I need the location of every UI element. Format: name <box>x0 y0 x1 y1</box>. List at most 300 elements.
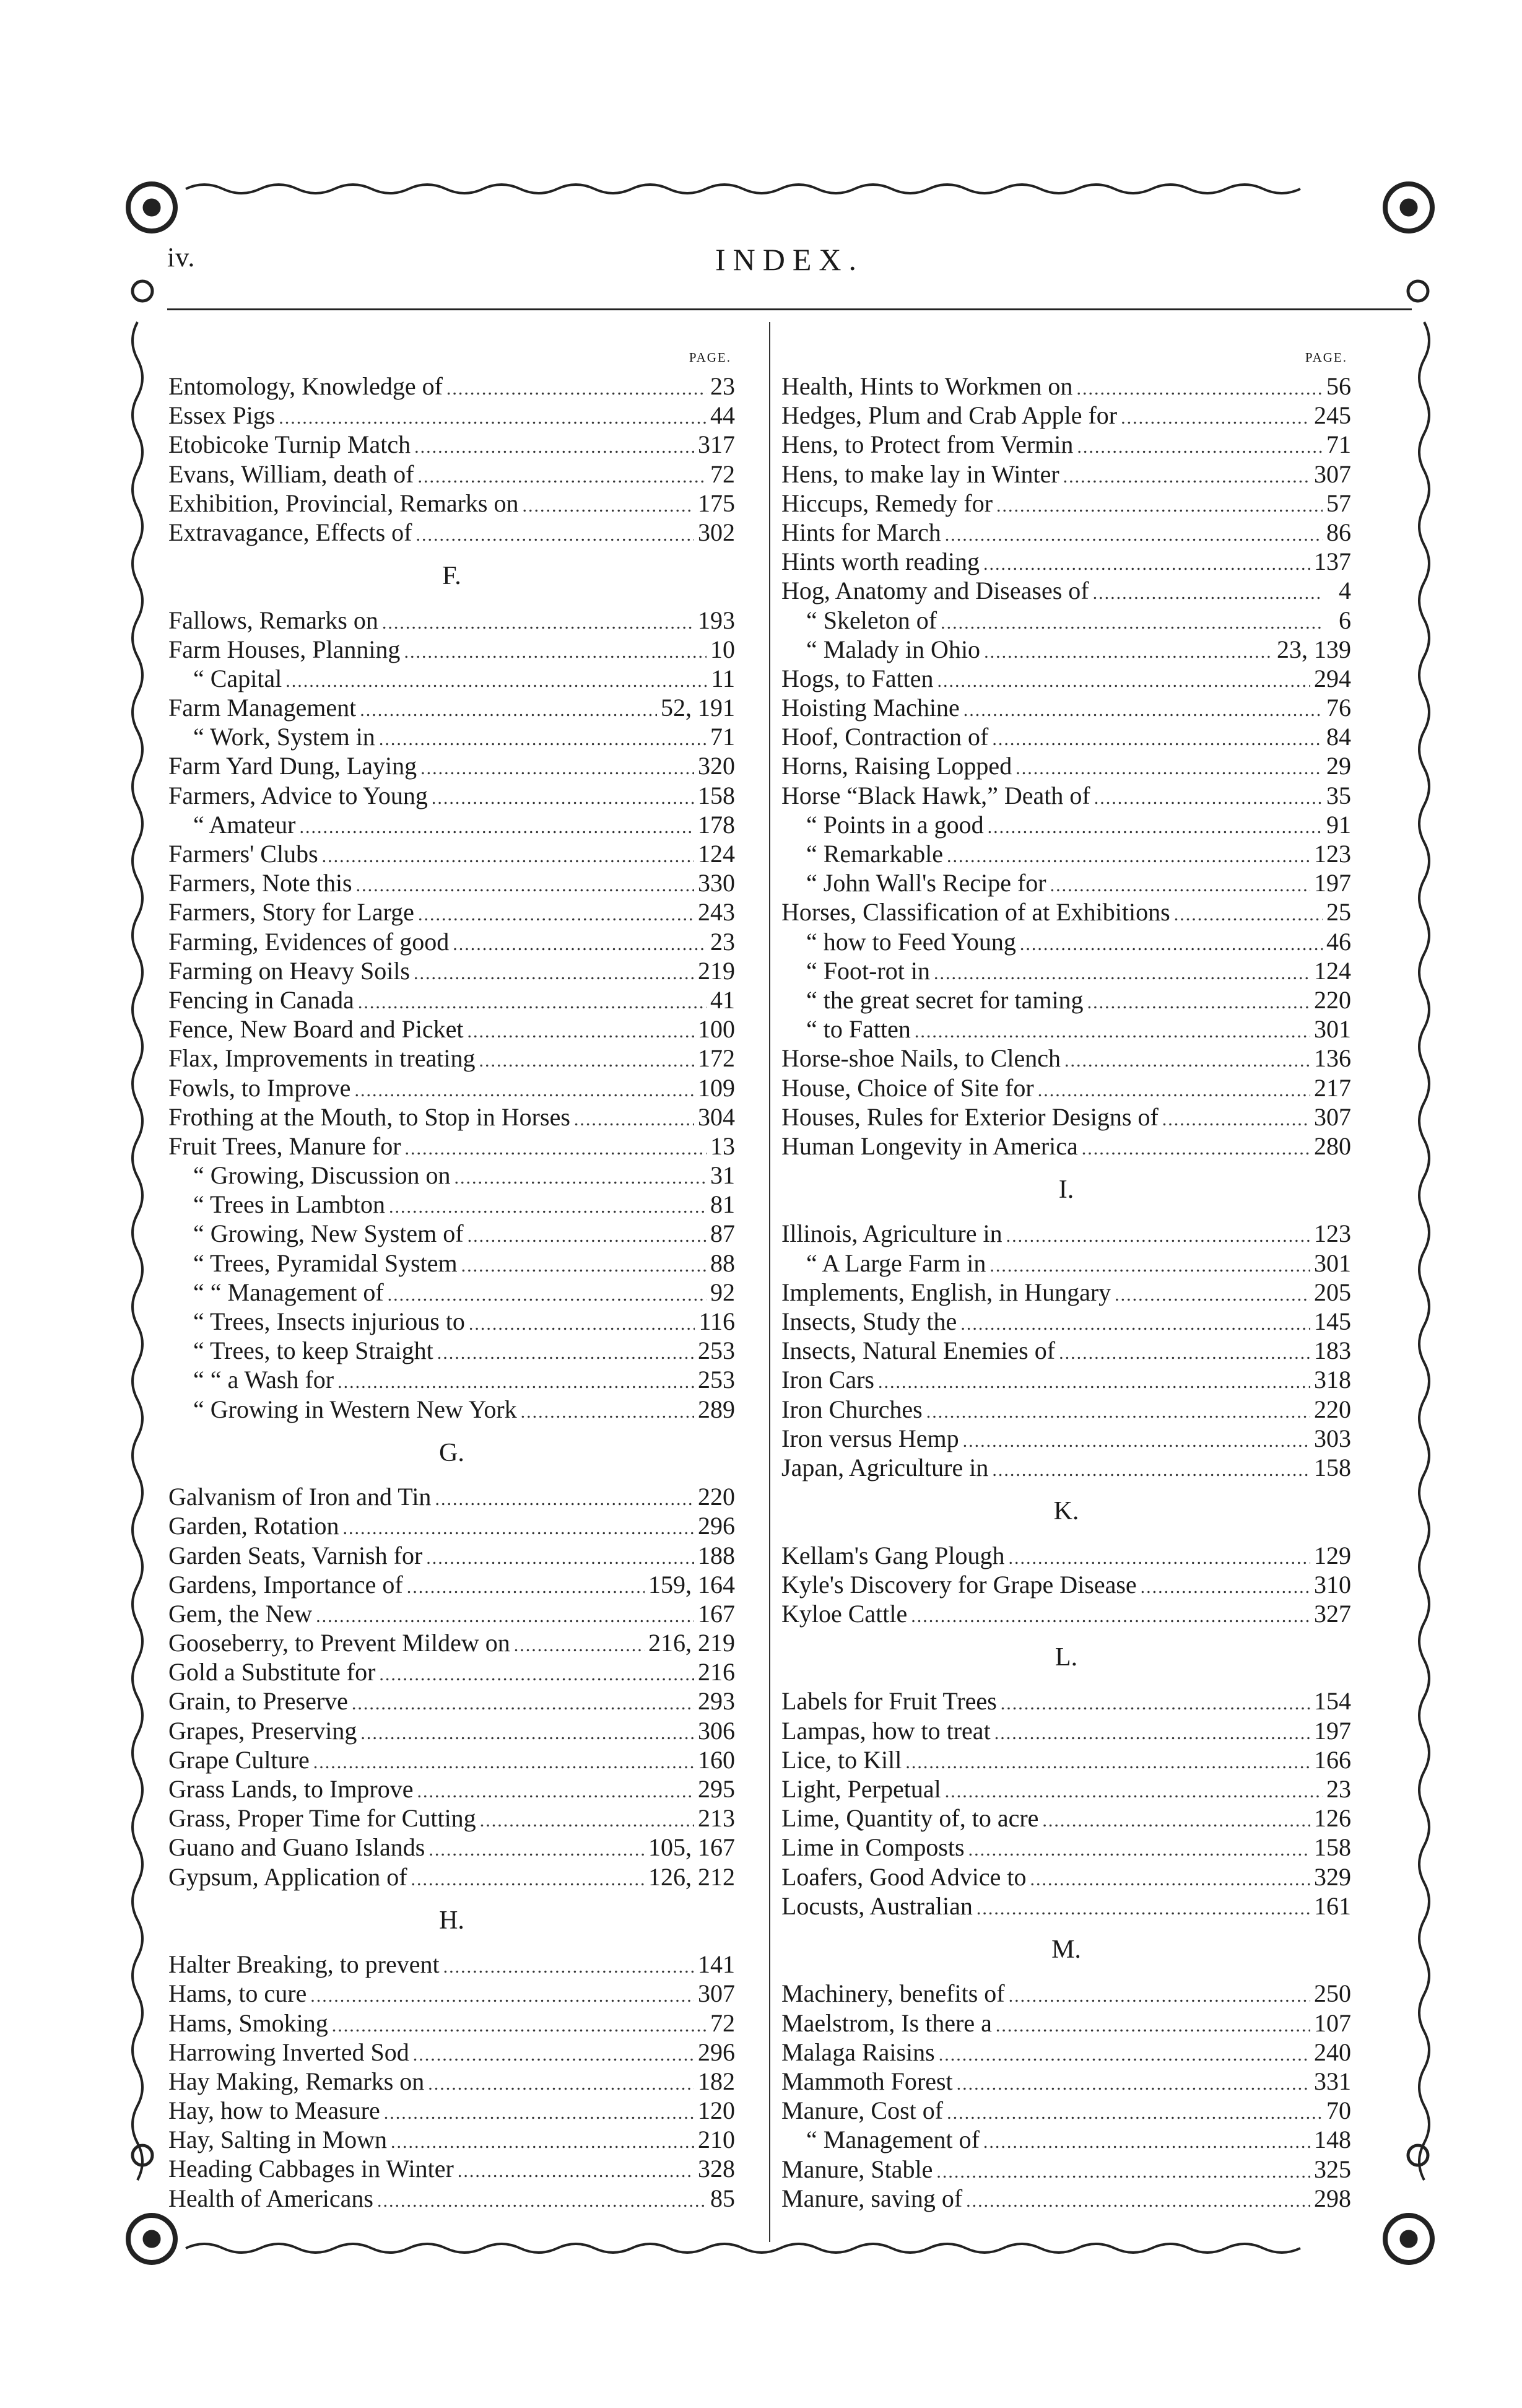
index-entry <box>168 2125 735 2154</box>
dot-leader <box>947 2098 1323 2125</box>
entry-page-number: 109 <box>698 1073 735 1102</box>
entry-page-number: 35 <box>1326 781 1351 809</box>
entry-text: Horse “Black Hawk,” Death of <box>781 781 1090 809</box>
entry-text: Hens, to make lay in Winter <box>781 460 1059 488</box>
entry-page-number: 52, 191 <box>661 694 735 722</box>
index-entry <box>781 1891 1351 1921</box>
entry-text: Frothing at the Mouth, to Stop in Horses <box>168 1102 570 1131</box>
entry-page-number: 123 <box>1314 1219 1351 1248</box>
entry-text: Lampas, how to treat <box>781 1716 991 1745</box>
entry-page-number: 327 <box>1314 1599 1351 1628</box>
index-entry <box>781 1774 1351 1804</box>
index-entry <box>168 2038 735 2067</box>
entry-page-number: 167 <box>698 1599 735 1628</box>
dot-leader <box>989 1251 1310 1278</box>
entry-page-number: 23 <box>710 927 735 956</box>
entry-text: “ Management of <box>806 2126 980 2154</box>
index-entry <box>781 1219 1351 1248</box>
entry-text: Locusts, Australian <box>781 1891 973 1920</box>
entry-text: “ A Large Farm in <box>806 1249 986 1277</box>
dot-leader <box>521 1397 694 1424</box>
index-entry <box>781 1044 1351 1073</box>
entry-text: Gem, the New <box>168 1599 313 1628</box>
index-entry <box>781 430 1351 459</box>
entry-page-number: 11 <box>711 664 735 692</box>
entry-text: Hay, how to Measure <box>168 2096 380 2125</box>
index-entry <box>781 956 1351 985</box>
index-entry <box>781 1716 1351 1745</box>
entry-page-number: 126 <box>1314 1804 1351 1833</box>
dot-leader <box>1094 783 1323 810</box>
dot-leader <box>343 1514 695 1540</box>
index-entry <box>168 1745 735 1774</box>
entry-text: Gardens, Importance of <box>168 1570 403 1599</box>
index-entry <box>781 489 1351 518</box>
entry-page-number: 293 <box>698 1687 735 1716</box>
entry-page-number: 296 <box>698 2038 735 2066</box>
dot-leader <box>939 2040 1310 2067</box>
entry-page-number: 154 <box>1314 1687 1351 1716</box>
entry-page-number: 13 <box>710 1132 735 1160</box>
entry-text: Loafers, Good Advice to <box>781 1862 1027 1891</box>
entry-text: Heading Cabbages in Winter <box>168 2155 454 2183</box>
entry-page-number: 253 <box>698 1366 735 1394</box>
dot-leader <box>352 1689 694 1716</box>
entry-text: Fowls, to Improve <box>168 1073 351 1102</box>
index-entry <box>781 635 1351 664</box>
entry-text: Houses, Rules for Exterior Designs of <box>781 1102 1159 1131</box>
dot-leader <box>984 637 1273 664</box>
entry-text: Farmers' Clubs <box>168 840 318 868</box>
entry-page-number: 219 <box>698 956 735 985</box>
dot-leader <box>360 696 657 722</box>
entry-page-number: 178 <box>698 810 735 839</box>
index-entry <box>168 868 735 897</box>
dot-leader <box>911 1602 1310 1628</box>
dot-leader <box>356 871 694 897</box>
entry-page-number: 158 <box>698 781 735 809</box>
entry-text: Kyle's Discovery for Grape Disease <box>781 1570 1137 1599</box>
entry-text: Garden, Rotation <box>168 1512 339 1540</box>
entry-page-number: 304 <box>698 1102 735 1131</box>
index-entry <box>781 927 1351 956</box>
dot-leader <box>285 666 707 693</box>
dot-leader <box>354 1076 694 1102</box>
entry-page-number: 325 <box>1314 2155 1351 2183</box>
dot-leader <box>426 1543 694 1570</box>
dot-leader <box>418 900 694 927</box>
dot-leader <box>405 1134 707 1161</box>
dot-leader <box>968 1835 1310 1862</box>
entry-page-number: 105, 167 <box>648 1833 735 1862</box>
entry-page-number: 197 <box>1314 1716 1351 1745</box>
entry-page-number: 76 <box>1326 694 1351 722</box>
entry-text: Gooseberry, to Prevent Mildew on <box>168 1629 510 1657</box>
index-entry <box>781 1833 1351 1862</box>
entry-page-number: 23 <box>710 372 735 400</box>
entry-text: Hoof, Contraction of <box>781 723 989 751</box>
entry-text: Mammoth Forest <box>781 2067 953 2095</box>
dot-leader <box>316 1602 694 1628</box>
entry-text: Exhibition, Provincial, Remarks on <box>168 489 519 517</box>
entry-text: “ Trees, to keep Straight <box>193 1337 433 1365</box>
entry-page-number: 172 <box>698 1044 735 1073</box>
dot-leader <box>388 1280 707 1307</box>
entry-page-number: 31 <box>710 1161 735 1190</box>
dot-leader <box>358 988 707 1014</box>
entry-text: “ Growing, Discussion on <box>193 1161 451 1190</box>
entry-text: Horse-shoe Nails, to Clench <box>781 1044 1061 1073</box>
entry-text: Health, Hints to Workmen on <box>781 372 1073 400</box>
entry-text: Manure, saving of <box>781 2184 963 2212</box>
dot-leader <box>963 1426 1310 1453</box>
index-entry <box>168 2096 735 2125</box>
index-entry <box>781 2096 1351 2125</box>
index-entry <box>781 1570 1351 1599</box>
index-entry <box>168 1541 735 1570</box>
entry-page-number: 220 <box>698 1483 735 1511</box>
index-entry <box>781 693 1351 722</box>
entry-page-number: 328 <box>698 2155 735 2183</box>
dot-leader <box>945 520 1323 547</box>
entry-page-number: 280 <box>1314 1132 1351 1160</box>
entry-page-number: 182 <box>698 2067 735 2095</box>
index-entry <box>168 2067 735 2096</box>
entry-page-number: 302 <box>698 518 735 546</box>
dot-leader <box>313 1748 694 1774</box>
index-entry <box>168 1804 735 1833</box>
dot-leader <box>574 1105 694 1132</box>
entry-text: Farming, Evidences of good <box>168 927 450 956</box>
entry-text: Farmers, Advice to Young <box>168 781 428 809</box>
index-entry <box>168 1336 735 1365</box>
index-entry <box>781 2184 1351 2213</box>
entry-page-number: 166 <box>1314 1745 1351 1774</box>
entry-text: Entomology, Knowledge of <box>168 372 443 400</box>
index-entry <box>781 1014 1351 1044</box>
dot-leader <box>404 637 707 664</box>
index-entry <box>781 897 1351 927</box>
entry-text: Maelstrom, Is there a <box>781 2009 992 2037</box>
index-entry <box>168 1073 735 1102</box>
dot-leader <box>1015 754 1323 780</box>
index-entry <box>781 781 1351 810</box>
dot-leader <box>360 1719 694 1745</box>
entry-text: Grapes, Preserving <box>168 1716 357 1745</box>
entry-page-number: 205 <box>1314 1278 1351 1306</box>
index-entry <box>781 1102 1351 1132</box>
right-column <box>781 344 1351 2213</box>
entry-page-number: 87 <box>710 1219 735 1248</box>
entry-text: Hay Making, Remarks on <box>168 2067 425 2095</box>
entry-text: Fencing in Canada <box>168 985 354 1014</box>
section-letter-heading: K. <box>1053 1497 1079 1526</box>
index-entry <box>168 897 735 927</box>
entry-page-number: 295 <box>698 1775 735 1804</box>
dot-leader <box>1020 930 1323 956</box>
entry-page-number: 137 <box>1314 547 1351 576</box>
entry-text: Iron Churches <box>781 1395 923 1423</box>
index-entry <box>168 1014 735 1044</box>
index-entry <box>168 693 735 722</box>
entry-page-number: 243 <box>698 898 735 927</box>
section-letter-heading: L. <box>1055 1643 1078 1672</box>
entry-text: Japan, Agriculture in <box>781 1453 989 1481</box>
entry-page-number: 250 <box>1314 1979 1351 2008</box>
index-entry <box>168 460 735 489</box>
index-entry <box>781 1745 1351 1774</box>
index-entry <box>781 2038 1351 2067</box>
header-rule <box>167 308 1412 310</box>
entry-text: Illinois, Agriculture in <box>781 1219 1002 1248</box>
entry-page-number: 158 <box>1314 1453 1351 1481</box>
index-entry <box>168 1278 735 1307</box>
page-column-label: PAGE. <box>689 350 731 365</box>
index-entry <box>168 1102 735 1132</box>
dot-leader <box>1087 988 1310 1014</box>
entry-text: Hints worth reading <box>781 547 980 576</box>
entry-page-number: 160 <box>698 1745 735 1774</box>
dot-leader <box>420 754 694 780</box>
dot-leader <box>411 1865 645 1891</box>
dot-leader <box>1141 1573 1310 1599</box>
entry-text: Horns, Raising Lopped <box>781 752 1012 780</box>
index-entry <box>781 722 1351 751</box>
index-entry <box>781 1307 1351 1336</box>
entry-page-number: 183 <box>1314 1337 1351 1365</box>
entry-text: Kyloe Cattle <box>781 1599 908 1628</box>
dot-leader <box>414 432 694 459</box>
entry-page-number: 116 <box>698 1307 735 1336</box>
dot-leader <box>966 2186 1310 2213</box>
entry-text: Iron versus Hemp <box>781 1424 959 1452</box>
entry-page-number: 100 <box>698 1015 735 1044</box>
dot-leader <box>1121 403 1310 430</box>
index-entry <box>781 2009 1351 2038</box>
section-letter-heading: M. <box>1051 1935 1081 1964</box>
entry-text: Grape Culture <box>168 1745 310 1774</box>
index-entry <box>168 1219 735 1248</box>
entry-page-number: 296 <box>698 1512 735 1540</box>
index-entry <box>168 751 735 780</box>
dot-leader <box>926 1397 1310 1424</box>
index-entry <box>781 1249 1351 1278</box>
dot-leader <box>934 959 1310 985</box>
index-entry <box>168 1686 735 1716</box>
entry-page-number: 307 <box>1314 1102 1351 1131</box>
entry-text: Malaga Raisins <box>781 2038 935 2066</box>
index-entry <box>168 518 735 547</box>
section-letter-heading: F. <box>442 562 461 591</box>
entry-page-number: 245 <box>1314 401 1351 430</box>
entry-text: Hiccups, Remedy for <box>781 489 993 517</box>
entry-page-number: 56 <box>1326 372 1351 400</box>
entry-text: Lime in Composts <box>781 1833 965 1862</box>
entry-text: “ Remarkable <box>806 840 943 868</box>
index-entry <box>781 518 1351 547</box>
dot-leader <box>461 1251 707 1278</box>
dot-leader <box>1006 1221 1310 1248</box>
entry-text: Etobicoke Turnip Match <box>168 430 411 459</box>
index-entry <box>168 1307 735 1336</box>
dot-leader <box>332 2011 707 2038</box>
index-entry <box>781 1804 1351 1833</box>
entry-page-number: 129 <box>1314 1541 1351 1569</box>
entry-page-number: 317 <box>698 430 735 459</box>
entry-page-number: 220 <box>1314 1395 1351 1423</box>
entry-text: Horses, Classification of at Exhibitions <box>781 898 1170 927</box>
dot-leader <box>322 842 694 868</box>
dot-leader <box>1093 578 1323 605</box>
entry-text: House, Choice of Site for <box>781 1073 1034 1102</box>
dot-leader <box>994 1719 1310 1745</box>
entry-text: Grain, to Preserve <box>168 1687 348 1716</box>
entry-text: Farm Yard Dung, Laying <box>168 752 417 780</box>
entry-page-number: 70 <box>1326 2096 1351 2125</box>
index-entry <box>781 1365 1351 1394</box>
dot-leader <box>915 1017 1310 1044</box>
section-letter-heading: G. <box>439 1438 464 1467</box>
dot-leader <box>1077 432 1323 459</box>
index-entry <box>781 576 1351 605</box>
column-divider <box>769 322 770 2242</box>
entry-text: Extravagance, Effects of <box>168 518 412 546</box>
entry-page-number: 10 <box>710 635 735 663</box>
entry-page-number: 141 <box>698 1950 735 1979</box>
dot-leader <box>941 608 1323 635</box>
dot-leader <box>417 1777 694 1804</box>
entry-text: “ Trees, Pyramidal System <box>193 1249 458 1277</box>
entry-text: Gold a Substitute for <box>168 1658 376 1686</box>
entry-page-number: 72 <box>710 2009 735 2037</box>
page-column-label: PAGE. <box>1305 350 1347 365</box>
entry-page-number: 91 <box>1326 810 1351 839</box>
entry-page-number: 306 <box>698 1716 735 1745</box>
dot-leader <box>384 2098 694 2125</box>
dot-leader <box>1009 1543 1310 1570</box>
dot-leader <box>391 2127 694 2154</box>
entry-text: “ Skeleton of <box>806 606 937 634</box>
dot-leader <box>407 1573 645 1599</box>
entry-page-number: 4 <box>1339 577 1351 605</box>
dot-leader <box>428 2069 694 2096</box>
index-entry <box>168 1599 735 1628</box>
index-entry <box>781 547 1351 576</box>
dot-leader <box>467 1221 707 1248</box>
entry-page-number: 188 <box>698 1541 735 1569</box>
entry-page-number: 29 <box>1326 752 1351 780</box>
entry-page-number: 329 <box>1314 1862 1351 1891</box>
entry-text: “ “ a Wash for <box>193 1366 334 1394</box>
entry-text: Machinery, benefits of <box>781 1979 1005 2008</box>
entry-text: Lime, Quantity of, to acre <box>781 1804 1039 1833</box>
entry-page-number: 216 <box>698 1658 735 1686</box>
dot-leader <box>1162 1105 1310 1132</box>
dot-leader <box>337 1368 694 1394</box>
index-entry <box>168 1190 735 1219</box>
entry-page-number: 213 <box>698 1804 735 1833</box>
entry-page-number: 124 <box>698 840 735 868</box>
entry-text: Hedges, Plum and Crab Apple for <box>781 401 1118 430</box>
entry-text: Hens, to Protect from Vermin <box>781 430 1074 459</box>
entry-text: Insects, Study the <box>781 1307 957 1336</box>
entry-page-number: 320 <box>698 752 735 780</box>
entry-page-number: 289 <box>698 1395 735 1423</box>
entry-page-number: 307 <box>1314 460 1351 488</box>
index-entry <box>781 1541 1351 1570</box>
entry-text: Manure, Cost of <box>781 2096 944 2125</box>
entry-page-number: 44 <box>710 401 735 430</box>
dot-leader <box>992 725 1323 751</box>
entry-text: Manure, Stable <box>781 2155 933 2183</box>
entry-page-number: 294 <box>1314 664 1351 692</box>
entry-page-number: 107 <box>1314 2009 1351 2037</box>
entry-text: “ to Fatten <box>806 1015 911 1044</box>
index-entry <box>781 1686 1351 1716</box>
entry-text: “ Trees in Lambton <box>193 1190 385 1219</box>
dot-leader <box>432 783 694 810</box>
page-title: INDEX. <box>715 242 864 277</box>
entry-page-number: 92 <box>710 1278 735 1306</box>
dot-leader <box>446 374 707 401</box>
entry-text: Guano and Guano Islands <box>168 1833 425 1862</box>
dot-leader <box>435 1485 694 1511</box>
entry-text: “ the great secret for taming <box>806 985 1084 1014</box>
index-entry <box>168 1950 735 1979</box>
index-entry <box>781 664 1351 693</box>
dot-leader <box>428 1835 645 1862</box>
dot-leader <box>279 403 707 430</box>
index-entry <box>168 664 735 693</box>
index-entry <box>168 1365 735 1394</box>
index-entry <box>168 1628 735 1657</box>
index-entry <box>168 1862 735 1891</box>
entry-page-number: 310 <box>1314 1570 1351 1599</box>
dot-leader <box>1042 1806 1310 1833</box>
index-entry <box>168 1395 735 1424</box>
entry-text: Grass, Proper Time for Cutting <box>168 1804 476 1833</box>
entry-page-number: 158 <box>1314 1833 1351 1862</box>
index-entry <box>781 810 1351 839</box>
entry-page-number: 71 <box>710 723 735 751</box>
entry-page-number: 46 <box>1326 927 1351 956</box>
index-entry <box>168 781 735 810</box>
entry-page-number: 318 <box>1314 1366 1351 1394</box>
dot-leader <box>458 2157 694 2183</box>
dot-leader <box>300 813 695 839</box>
index-entry <box>168 1161 735 1190</box>
entry-page-number: 41 <box>710 985 735 1014</box>
entry-text: “ John Wall's Recipe for <box>806 869 1046 897</box>
entry-text: Insects, Natural Enemies of <box>781 1337 1056 1365</box>
entry-text: Hams, to cure <box>168 1979 307 2008</box>
dot-leader <box>1115 1280 1310 1307</box>
index-entry <box>781 1453 1351 1482</box>
entry-text: Labels for Fruit Trees <box>781 1687 997 1716</box>
dot-leader <box>467 1017 694 1044</box>
entry-text: “ “ Management of <box>193 1278 384 1306</box>
entry-page-number: 298 <box>1314 2184 1351 2212</box>
entry-text: “ Malady in Ohio <box>806 635 981 663</box>
entry-text: Health of Americans <box>168 2184 373 2212</box>
entry-text: “ Amateur <box>193 810 296 839</box>
dot-leader <box>905 1748 1310 1774</box>
dot-leader <box>1064 1046 1310 1073</box>
entry-page-number: 301 <box>1314 1015 1351 1044</box>
entry-page-number: 331 <box>1314 2067 1351 2095</box>
dot-leader <box>945 1777 1323 1804</box>
dot-leader <box>996 2011 1310 2038</box>
